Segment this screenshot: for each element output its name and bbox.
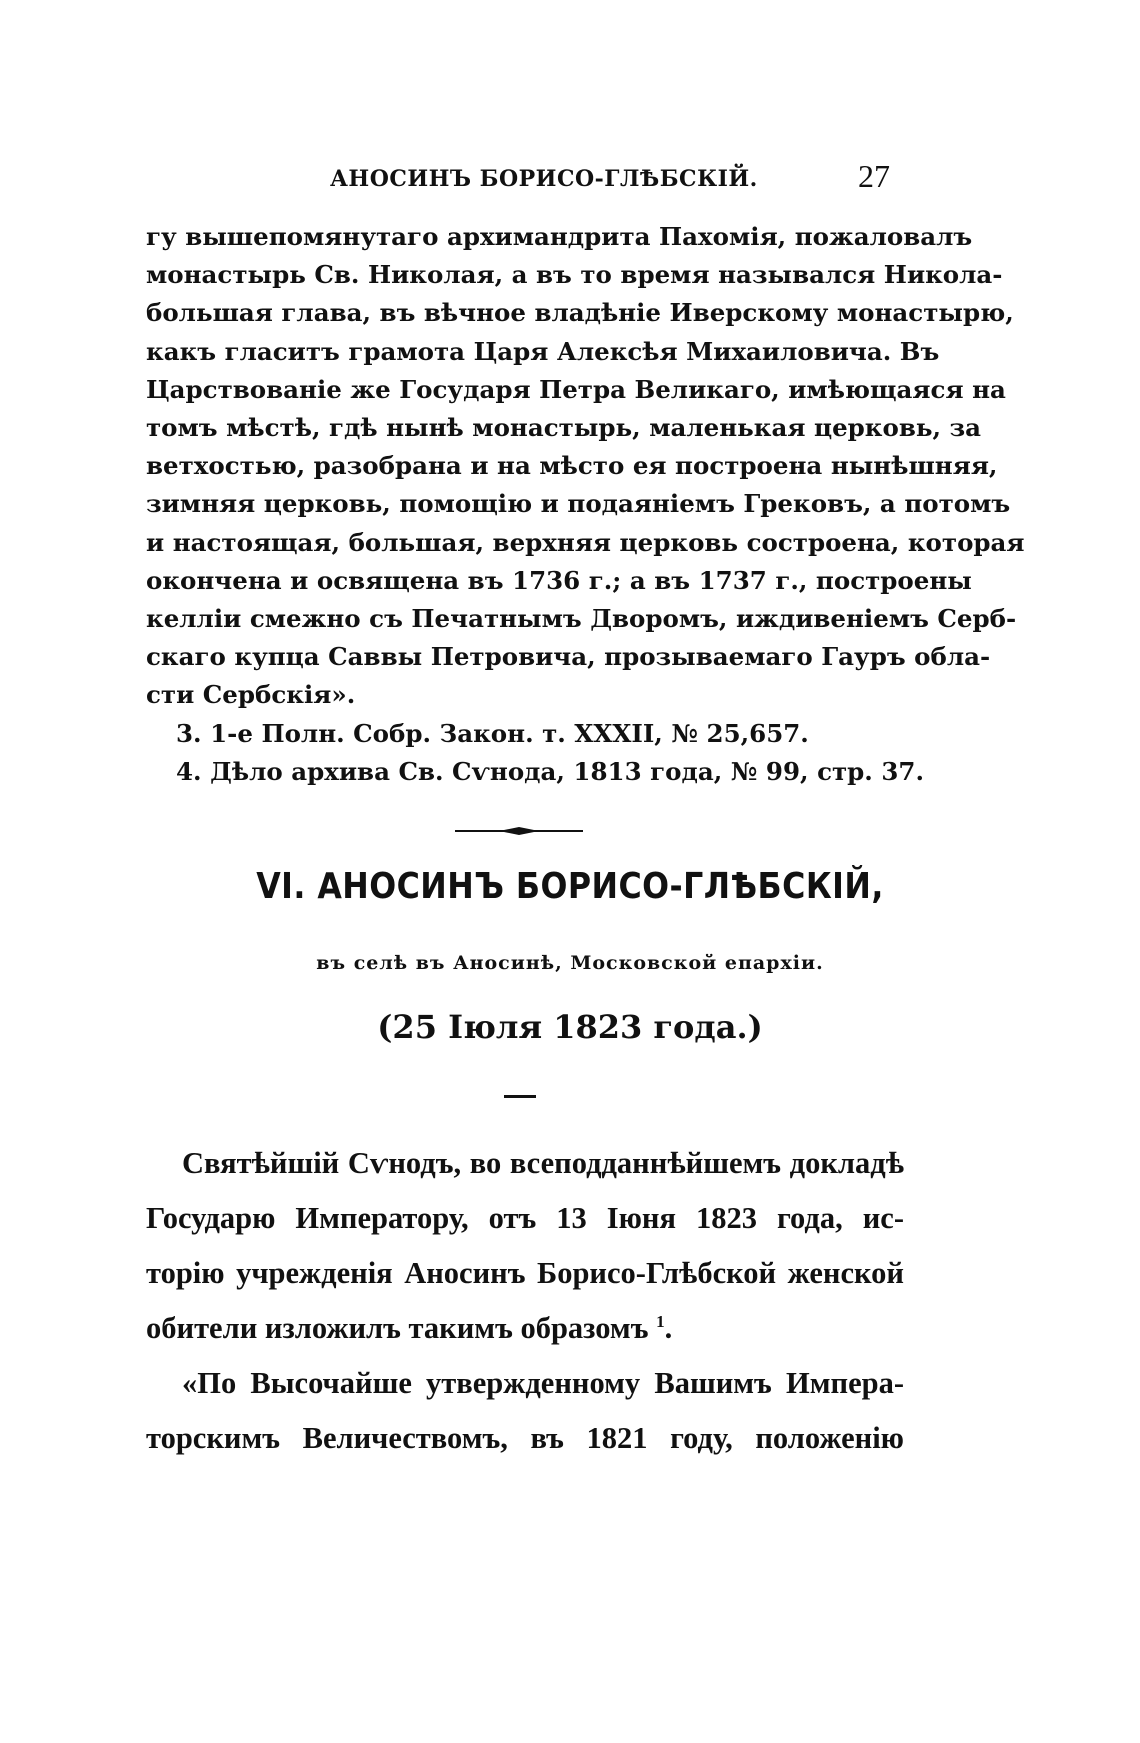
section-subtitle: въ селѣ въ Аносинѣ, Московской епархіи. <box>316 952 824 974</box>
text-line: гу вышепомянутаго архимандрита Пахомія, пожаловалъ <box>146 222 973 251</box>
text-line: сти Сербскія». <box>146 680 356 710</box>
text-line: и настоящая, большая, верхняя церковь состроена, которая <box>146 527 1025 557</box>
text-line: Царствованіе же Государя Петра Великаго, имѣющаяся на <box>146 374 1006 404</box>
text-line: какъ гласитъ грамота Царя Алексѣя Михаиловича. Въ <box>146 336 940 366</box>
footnote-reference: 1 <box>656 1311 665 1331</box>
body-line-text: обители изложилъ такимъ образомъ <box>146 1311 649 1345</box>
body-line: торію учрежденія Аносинъ Борисо-Глѣбской женской <box>146 1256 904 1290</box>
section-title: VI. АНОСИНЪ БОРИСО-ГЛѢБСКІЙ, <box>256 866 884 907</box>
running-title: АНОСИНЪ БОРИСО-ГЛѢБСКІЙ. <box>330 166 758 192</box>
text-line: большая глава, въ вѣчное владѣніе Иверскому монастырю, <box>146 298 1014 328</box>
body-line: Государю Императору, отъ 13 Іюня 1823 года, ис- <box>146 1201 904 1235</box>
short-divider <box>504 1095 536 1098</box>
running-head <box>330 158 890 198</box>
body-line: «По Высочайше утвержденному Вашимъ Импера- <box>182 1366 904 1400</box>
text-line: келліи смежно съ Печатнымъ Дворомъ, иждивеніемъ Серб- <box>146 604 1017 634</box>
section-divider-ornament <box>455 826 583 836</box>
text-line: томъ мѣстѣ, гдѣ нынѣ монастырь, маленькая церковь, за <box>146 413 982 443</box>
page-number: 27 <box>858 158 890 194</box>
text-line: скаго купца Саввы Петровича, прозываемаго Гауръ обла- <box>146 642 991 672</box>
footnote-3: 3. 1-е Полн. Собр. Закон. т. XXXII, № 25,657. <box>176 718 809 748</box>
text-line: окончена и освящена въ 1736 г.; а въ 1737 г., построены <box>146 565 972 595</box>
footnote-4: 4. Дѣло архива Св. Сѵнода, 1813 года, № 99, стр. 37. <box>176 756 924 786</box>
body-line <box>146 1301 904 1356</box>
body-line: торскимъ Величествомъ, въ 1821 году, положенію <box>146 1421 904 1455</box>
body-text <box>146 1136 904 1466</box>
section-date: (25 Іюля 1823 года.) <box>377 1008 763 1046</box>
continued-footnote-text <box>146 218 1025 791</box>
end-punctuation: . <box>664 1311 673 1345</box>
body-line: Святѣйшій Сѵнодъ, во всеподданнѣйшемъ докладѣ <box>182 1146 904 1180</box>
text-line: зимняя церковь, помощію и подаяніемъ Грековъ, а потомъ <box>146 489 1011 519</box>
text-line: монастырь Св. Николая, а въ то время назывался Никола- <box>146 260 1003 290</box>
text-line: ветхостью, разобрана и на мѣсто ея построена нынѣшняя, <box>146 451 998 481</box>
